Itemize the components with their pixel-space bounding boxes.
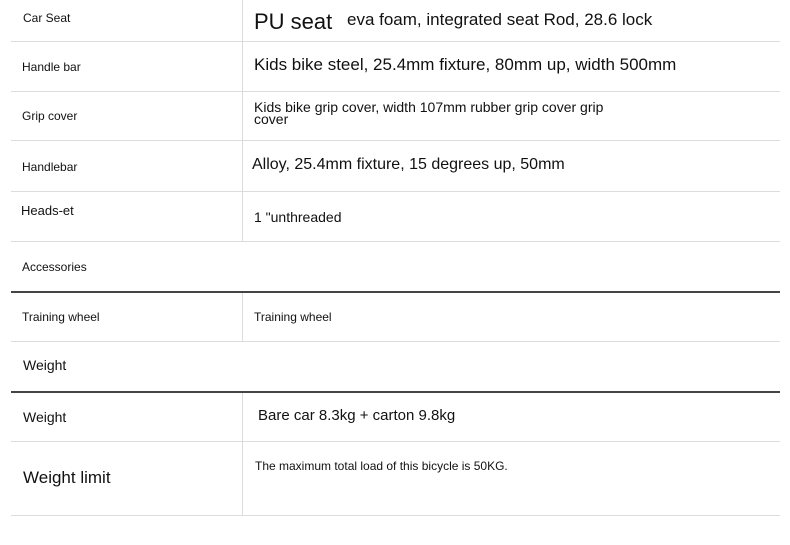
row-label: Heads-et bbox=[21, 203, 74, 218]
table-row bbox=[11, 393, 780, 442]
row-label-cell bbox=[11, 442, 243, 515]
row-label: Handlebar bbox=[22, 160, 78, 174]
row-value: Bare car 8.3kg + carton 9.8kg bbox=[258, 407, 456, 424]
table-row bbox=[11, 141, 780, 192]
row-label: Handle bar bbox=[22, 60, 81, 74]
row-label-cell bbox=[11, 0, 243, 41]
row-value: eva foam, integrated seat Rod, 28.6 lock bbox=[347, 10, 653, 29]
row-label-cell bbox=[11, 141, 243, 191]
table-row bbox=[11, 41, 780, 92]
table-row bbox=[11, 192, 780, 242]
table-row bbox=[11, 342, 780, 393]
row-label: Grip cover bbox=[22, 109, 78, 123]
row-value: The maximum total load of this bicycle is 50KG. bbox=[255, 459, 508, 473]
row-value: Kids bike grip cover, width 107mm rubber grip cover grip cover bbox=[254, 99, 604, 127]
row-label-cell bbox=[11, 92, 243, 140]
row-label: Weight bbox=[23, 357, 67, 373]
row-label-cell bbox=[11, 342, 243, 391]
row-label-cell bbox=[11, 393, 243, 441]
row-label-cell bbox=[11, 41, 243, 91]
row-label: Car Seat bbox=[23, 11, 71, 25]
row-label: Accessories bbox=[22, 260, 87, 274]
row-value-highlight: PU seat bbox=[254, 9, 333, 34]
row-label-cell bbox=[11, 192, 243, 241]
row-value: Alloy, 25.4mm fixture, 15 degrees up, 50mm bbox=[252, 156, 565, 173]
row-label: Weight bbox=[23, 409, 67, 425]
row-label-cell bbox=[11, 293, 243, 341]
table-row bbox=[11, 293, 780, 342]
table-row bbox=[11, 0, 780, 42]
table-row bbox=[11, 92, 780, 141]
table-row bbox=[11, 442, 780, 516]
row-label: Training wheel bbox=[22, 310, 100, 324]
row-label-cell bbox=[11, 242, 243, 291]
table-row bbox=[11, 242, 780, 293]
row-value: Kids bike steel, 25.4mm fixture, 80mm up, width 500mm bbox=[254, 55, 677, 74]
row-label: Weight limit bbox=[23, 468, 111, 487]
row-value: 1 "unthreaded bbox=[254, 209, 342, 225]
row-value: Training wheel bbox=[254, 310, 332, 324]
